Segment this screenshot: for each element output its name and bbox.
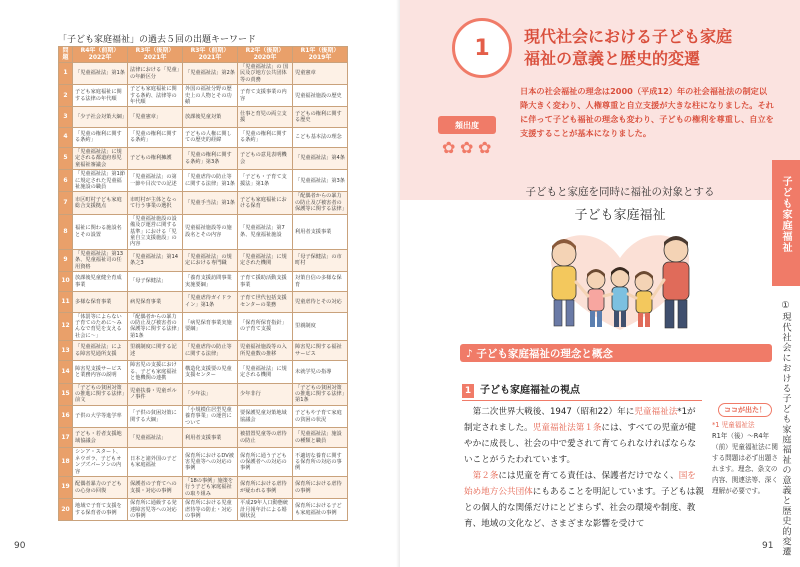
header-col-4	[238, 47, 293, 63]
table-cell: 子ども・若者支援地域協議会	[73, 428, 128, 448]
table-cell: 未就学児の指導	[293, 361, 348, 383]
table-cell: 「子どもの貧困対策の推進に関する法律」第1条	[293, 383, 348, 405]
row-question-number: 20	[59, 499, 73, 521]
row-question-number: 16	[59, 405, 73, 427]
p1-text-b: *1が制定されました。	[464, 407, 696, 433]
table-cell: 少年非行	[238, 383, 293, 405]
subsection-underline	[462, 400, 702, 401]
table-row	[59, 214, 348, 249]
table-cell: 利用者支援事業	[293, 214, 348, 249]
table-cell: 児童福祉施設の歴史	[293, 85, 348, 107]
table-cell: 「児童福祉法」の第一節や目次での記述	[128, 170, 183, 192]
table-cell: 保育所に通級する発達障害児等への対応の事例	[128, 499, 183, 521]
table-cell: 市区町村子ども家庭総合支援拠点	[73, 192, 128, 214]
row-question-number: 4	[59, 127, 73, 147]
table-cell: 病児保育事業	[128, 292, 183, 312]
table-body	[59, 63, 348, 521]
p1-text-a: 第二次世界大戦後、1947（昭和22）年に	[472, 407, 635, 417]
table-cell: 障害児の支援における、子ども家庭福祉と他機関の連携	[128, 361, 183, 383]
p2-text-a: には児童を育てる責任は、保護者だけでなく、	[498, 471, 679, 481]
body-paragraph-2	[464, 468, 704, 532]
table-cell: 「児童の権利に関する条約」	[128, 127, 183, 147]
table-cell: 仕事と育児の両立支援	[238, 107, 293, 127]
p1-text-c: には、すべての児童が健やかに成長し、社会の中で愛されて育てられなければならないことがうたわれています。	[464, 423, 697, 465]
table-cell: こども基本法の理念	[293, 127, 348, 147]
table-cell: 保育所における子ども家庭福祉の事例	[293, 499, 348, 521]
illustration-caption-1: 子どもと家庭を同時に福祉の対象とする	[525, 186, 715, 198]
p2-text-b: にもあることを明記しています。子どもは親との個人的な関係だけにとどまらず、社会の環境や制度、教育、地域の文化など、さまざまな影響を受けて	[464, 487, 704, 529]
flower-icon: ✿	[460, 138, 474, 157]
table-cell: 障害児支援サービスと業務内容の説明	[73, 361, 128, 383]
row-question-number: 11	[59, 292, 73, 312]
p1-highlight-article: 児童福祉法第１条	[532, 423, 602, 433]
right-page	[400, 0, 800, 567]
table-cell: 法律における「児童」の年齢区分	[128, 63, 183, 85]
table-cell: 保育所における児童虐待等の防止・対応の事例	[183, 499, 238, 521]
table-row	[59, 63, 348, 85]
subsection-number: 1	[462, 384, 474, 398]
header-col-2-year: R3年（後期）	[135, 47, 175, 54]
intro-text: 日本の社会福祉の理念は2000（平成12）年の社会福祉法の制定以降大きく変わり、人権尊重と自立支援が大きな柱になりました。それに伴って子ども福祉の理念も変わり、子どもの権利を尊重し、自立を支援することが基本になりました。	[520, 86, 774, 138]
table-cell: 「配偶者からの暴力の防止及び被害者の保護等に関する法律」	[293, 192, 348, 214]
concept-banner-label: 子ども家庭福祉の理念と概念	[476, 348, 613, 360]
table-cell: 子育て援助活動支援事業	[238, 271, 293, 291]
row-question-number: 1	[59, 63, 73, 85]
row-question-number: 8	[59, 214, 73, 249]
table-cell: 保護者の子育てへの支援・対応の事例	[128, 477, 183, 499]
table-cell: 「少子社会対策大綱」	[73, 107, 128, 127]
table-row	[59, 192, 348, 214]
table-cell: 「母子保健法」	[128, 271, 183, 291]
header-col-4-year: R2年（後期）	[245, 47, 285, 54]
table-cell: 「児童福祉法」に規定される都道府県児童福祉審議会	[73, 148, 128, 170]
row-question-number: 10	[59, 271, 73, 291]
table-cell: 「児童福祉法」に規定された機関	[238, 249, 293, 271]
table-row	[59, 361, 348, 383]
table-cell: 「配偶者からの暴力の防止及び被害者の保護等に関する法律」第1条	[128, 312, 183, 341]
table-row	[59, 428, 348, 448]
table-cell: 地域で子育て支援をする保育者の事例	[73, 499, 128, 521]
table-cell: 配偶者暴力の子どもの心身の回復	[73, 477, 128, 499]
table-cell: 要保護児童対策地域協議会	[238, 405, 293, 427]
row-question-number: 13	[59, 341, 73, 361]
table-cell: 日本と諸外国の子ども家庭福祉	[128, 448, 183, 477]
section-title	[524, 26, 764, 70]
frequency-badge: 頻出度	[438, 116, 496, 134]
page-number-left: 90	[14, 541, 26, 551]
page-number-right: 91	[762, 541, 774, 551]
table-cell: 「養育支援訪問事業実施要綱」	[183, 271, 238, 291]
table-header-row	[59, 47, 348, 63]
table-cell: 「児童福祉法」第4条	[293, 148, 348, 170]
table-cell: 「小規模住居型児童養育事業」の運営について	[183, 405, 238, 427]
table-cell: 「少年法」	[183, 383, 238, 405]
table-row	[59, 148, 348, 170]
table-cell: 「児童福祉法」第7条、児童福祉施設	[238, 214, 293, 249]
row-question-number: 6	[59, 170, 73, 192]
row-question-number: 17	[59, 428, 73, 448]
chapter-side-tab-label: 子ども家庭福祉	[780, 176, 791, 253]
header-col-3-year: R3年（前期）	[190, 47, 230, 54]
table-cell: 保育所に通う子どもの保護者への対応の事例	[238, 448, 293, 477]
table-cell: 福祉に関わる施設名とその設置	[73, 214, 128, 249]
table-row	[59, 170, 348, 192]
table-row	[59, 405, 348, 427]
table-cell: 市町村が主体となって行う事業の選択	[128, 192, 183, 214]
table-cell: 子育て支援事業の内容	[238, 85, 293, 107]
table-cell: 子ども家庭福祉に関する条約、法律等の年代順	[128, 85, 183, 107]
table-cell: 「児童福祉法」第2条	[183, 63, 238, 85]
table-cell: 「児童憲章」	[128, 107, 183, 127]
table-cell: 「児童福祉法」の 国民及び地方公共団体等の責務	[238, 63, 293, 85]
father-figure	[663, 236, 689, 328]
table-cell: 児童扶養・児童ポルノ事件	[128, 383, 183, 405]
table-cell: 児童虐待とその対応	[293, 292, 348, 312]
table-cell: 「体罰等によらない子育てのために～みんなで育児を支える社会に～」	[73, 312, 128, 341]
table-cell: 子ども家庭福祉における保育	[238, 192, 293, 214]
table-cell: 子ども家庭福祉に関する法律の年代順	[73, 85, 128, 107]
body-paragraph-1	[464, 404, 704, 468]
header-col-1	[73, 47, 128, 63]
table-cell: 障害児に関する福祉サービス	[293, 341, 348, 361]
table-cell: 児童福祉施設等の施設名とその内容	[183, 214, 238, 249]
row-question-number: 5	[59, 148, 73, 170]
table-cell: 「18の事例」施策を行う子ども家庭福祉の取り組み	[183, 477, 238, 499]
header-col-5	[293, 47, 348, 63]
table-cell: 「児童虐待の防止等に関する法律」	[183, 341, 238, 361]
chapter-number-circle: 1	[452, 18, 512, 78]
table-row	[59, 271, 348, 291]
table-title: 「子ども家庭福祉」の過去５回の出題キーワード	[58, 35, 257, 45]
header-col-4-sub: 2020年	[253, 53, 277, 61]
table-cell: 子供の大学等進学率	[73, 405, 128, 427]
table-cell: 子どもの人権に関しての歴史的経緯	[183, 127, 238, 147]
table-cell: 児童憲章	[293, 63, 348, 85]
table-cell: 保育所における虐待の事例	[293, 477, 348, 499]
table-row	[59, 85, 348, 107]
frequency-flowers	[442, 140, 502, 160]
table-cell: 「病児保育事業実施要綱」	[183, 312, 238, 341]
table-cell: 対策自信の多様な保育	[293, 271, 348, 291]
table-cell: 「児童手当法」第1条	[183, 192, 238, 214]
keyword-table	[58, 46, 348, 521]
table-cell: 「児童福祉法」施設の種類と職員	[293, 428, 348, 448]
row-question-number: 15	[59, 383, 73, 405]
table-cell: 「児童福祉施設の設備及び運営に関する基準」における「児童自立支援施設」の内容	[128, 214, 183, 249]
table-row	[59, 477, 348, 499]
table-cell: 「子供の貧困対策に関する大綱」	[128, 405, 183, 427]
header-question-no: 問題	[59, 47, 73, 63]
header-col-3-sub: 2021年	[198, 53, 222, 61]
table-cell: 「児童福祉法」に規定される機関	[238, 361, 293, 383]
row-question-number: 9	[59, 249, 73, 271]
section-title-line1: 現代社会における子ども家庭	[524, 27, 733, 46]
table-row	[59, 312, 348, 341]
table-cell: 「児童虐待ガイドライン」第1条	[183, 292, 238, 312]
table-row	[59, 292, 348, 312]
side-note	[712, 420, 778, 497]
table-cell: シンア・スタート、ネウボラ、子どもオンブズパーソンの内容	[73, 448, 128, 477]
table-cell: 「児童の権利に関する条約」	[238, 127, 293, 147]
table-cell: 「保育所保育指針」の子育て支援	[238, 312, 293, 341]
table-cell: 外国の福祉分野の歴史上の人物とその功績	[183, 85, 238, 107]
table-cell: 「子ども・子育て支援法」第1条	[238, 170, 293, 192]
table-row	[59, 448, 348, 477]
table-cell: 放課後児童健全育成事業	[73, 271, 128, 291]
row-question-number: 14	[59, 361, 73, 383]
table-row	[59, 341, 348, 361]
music-note-icon: ♪	[466, 348, 477, 360]
row-question-number: 19	[59, 477, 73, 499]
table-cell: 平成29年人口動態統計月報年計による婚姻状況	[238, 499, 293, 521]
subsection-title: 子ども家庭福祉の視点	[480, 385, 580, 396]
flower-icon: ✿	[442, 138, 456, 157]
row-question-number: 7	[59, 192, 73, 214]
note-title: *1 児童福祉法	[712, 421, 755, 429]
table-cell: 子どもの権利に関する歴史	[293, 107, 348, 127]
header-col-5-sub: 2019年	[308, 53, 332, 61]
row-question-number: 18	[59, 448, 73, 477]
p2-highlight-article: 第２条	[472, 471, 499, 481]
illustration-caption-2: 子ども家庭福祉	[574, 208, 666, 223]
family-illustration	[504, 224, 736, 336]
table-cell: 「児童福祉法」	[128, 428, 183, 448]
table-cell: 放課後児童対策	[183, 107, 238, 127]
table-row	[59, 107, 348, 127]
mother-figure	[552, 239, 576, 326]
table-cell: 被措置児童等の虐待の防止	[238, 428, 293, 448]
table-row	[59, 249, 348, 271]
table-cell: 多様な保育事業	[73, 292, 128, 312]
header-col-2-sub: 2021年	[143, 53, 167, 61]
flower-icon: ✿	[478, 138, 492, 157]
table-cell: 「児童福祉法」第3条	[293, 170, 348, 192]
table-cell: 「児童福祉法」第14条之3	[128, 249, 183, 271]
table-cell: 保育所におけるDV被害児童等への対応の事例	[183, 448, 238, 477]
p2-highlight-govt: 国を始め地方公共団体	[464, 471, 696, 497]
table-cell: 子どもや子育て家庭の貧困の状況	[293, 405, 348, 427]
section-side-label: ①現代社会における子ども家庭福祉の意義と歴史的変遷	[780, 300, 791, 557]
header-col-3	[183, 47, 238, 63]
table-cell: 「母子保健法」の市町村	[293, 249, 348, 271]
table-cell: 構造化支援要の児童支援センター	[183, 361, 238, 383]
koko-ga-deta-badge: ココが出た！	[718, 403, 772, 417]
table-cell: 児童福祉施設等の入所児童数の推移	[238, 341, 293, 361]
p1-highlight-law: 児童福祉法	[634, 407, 678, 417]
table-cell: 子どもの権利擁護	[128, 148, 183, 170]
table-cell: 利用者支援事業	[183, 428, 238, 448]
table-cell: 「児童福祉法」第13条、児童福祉司の任用資格	[73, 249, 128, 271]
table-cell: 里親制度に関する記述	[128, 341, 183, 361]
table-row	[59, 383, 348, 405]
row-question-number: 2	[59, 85, 73, 107]
table-cell: 保育所における虐待が疑われる事例	[238, 477, 293, 499]
table-cell: 不適切な養育に関する保育所の対応の事例	[293, 448, 348, 477]
header-col-1-year: R4年（前期）	[80, 47, 120, 54]
table-cell: 「児童福祉法」の規定における専門職	[183, 249, 238, 271]
concept-banner-text	[466, 346, 613, 361]
section-title-line2: 福祉の意義と歴史的変遷	[524, 49, 701, 68]
table-cell: 「児童虐待の防止等に関する法律」第1条	[183, 170, 238, 192]
header-col-2	[128, 47, 183, 63]
table-cell: 「児童福祉法」第1条	[73, 63, 128, 85]
row-question-number: 12	[59, 312, 73, 341]
table-cell: 「児童の権利に関する条約」第3条	[183, 148, 238, 170]
header-col-1-sub: 2022年	[88, 53, 112, 61]
table-cell: 「児童福祉法」第1節に規定された児童福祉施設の職員	[73, 170, 128, 192]
table-cell: 里親制度	[293, 312, 348, 341]
header-col-5-year: R1年（後期）	[300, 47, 340, 54]
table-cell: 「児童の権利に関する条約」	[73, 127, 128, 147]
table-cell: 子どもの意見表明機会	[238, 148, 293, 170]
note-body: R1年（後）〜R4年（前）児童福祉法に関する問題は必ず出題されます。理念、条文の内容、関連法等、深く理解が必要です。	[712, 432, 778, 495]
row-question-number: 3	[59, 107, 73, 127]
table-row	[59, 499, 348, 521]
table-cell: 子育て世代包括支援センターの業務	[238, 292, 293, 312]
table-cell: 「児童福祉法」による障害児通所支援	[73, 341, 128, 361]
table-row	[59, 127, 348, 147]
table-cell: 「子どもの貧困対策の推進に関する法律」前文	[73, 383, 128, 405]
